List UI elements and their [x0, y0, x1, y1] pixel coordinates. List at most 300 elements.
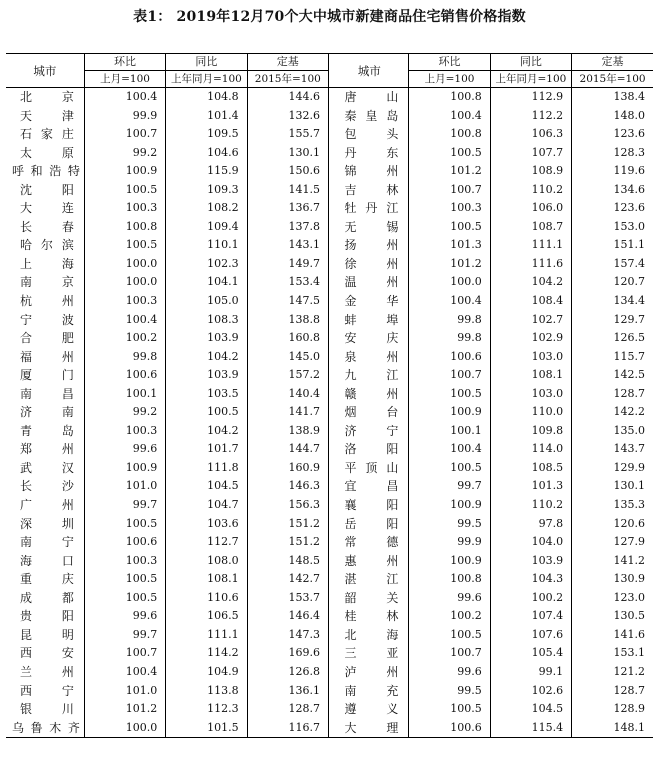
table-row	[6, 644, 653, 663]
left-city-cell: 厦 门	[20, 368, 74, 383]
table-row	[6, 348, 653, 367]
left-base-cell: 138.9	[247, 422, 328, 441]
right-mom-cell: 100.1	[409, 422, 490, 441]
left-city-cell: 沈 阳	[20, 182, 74, 197]
right-city-cell: 扬 州	[344, 238, 399, 253]
right-city-cell: 常 德	[344, 535, 399, 550]
right-city-cell: 韶 关	[344, 590, 399, 605]
left-yoy-cell: 104.6	[166, 144, 247, 163]
left-city-cell: 北 京	[20, 90, 74, 104]
left-base-cell: 136.1	[247, 682, 328, 701]
left-mom-cell: 99.6	[84, 607, 165, 626]
right-mom-cell: 100.0	[409, 273, 490, 292]
right-city-cell: 烟 台	[344, 405, 399, 420]
right-base-cell: 141.2	[572, 552, 653, 571]
left-city-cell: 南 宁	[20, 535, 74, 550]
right-mom-cell: 101.3	[409, 236, 490, 255]
right-base-cell: 130.1	[572, 477, 653, 496]
left-yoy-cell: 100.5	[166, 403, 247, 422]
left-yoy-cell: 105.0	[166, 292, 247, 311]
left-mom-cell: 100.7	[84, 644, 165, 663]
left-city-cell: 合 肥	[20, 331, 74, 346]
right-city-cell: 九 江	[344, 368, 399, 383]
left-base-cell: 146.4	[247, 607, 328, 626]
right-base-cell: 148.0	[572, 107, 653, 126]
left-yoy-cell: 104.7	[166, 496, 247, 515]
left-yoy-cell: 114.2	[166, 644, 247, 663]
base-subheader-left: 2015年=100	[247, 71, 328, 88]
city-header-left: 城市	[6, 54, 84, 88]
left-mom-cell: 100.3	[84, 292, 165, 311]
left-yoy-cell: 104.2	[166, 348, 247, 367]
right-mom-cell: 100.8	[409, 125, 490, 144]
right-mom-cell: 101.2	[409, 255, 490, 274]
left-city-cell: 贵 阳	[20, 609, 74, 624]
left-mom-cell: 100.5	[84, 570, 165, 589]
left-city-cell: 太 原	[20, 145, 74, 160]
right-base-cell: 142.2	[572, 403, 653, 422]
left-mom-cell: 99.6	[84, 440, 165, 459]
table-row	[6, 255, 653, 274]
right-mom-cell: 99.6	[409, 589, 490, 608]
right-city-cell: 襄 阳	[344, 498, 399, 513]
left-base-cell: 146.3	[247, 477, 328, 496]
left-mom-cell: 100.9	[84, 459, 165, 478]
right-base-cell: 121.2	[572, 663, 653, 682]
right-city-cell: 温 州	[344, 275, 399, 290]
right-mom-cell: 99.8	[409, 329, 490, 348]
left-mom-cell: 99.7	[84, 626, 165, 645]
right-base-cell: 157.4	[572, 255, 653, 274]
mom-header-right: 环比	[409, 54, 490, 71]
left-yoy-cell: 104.2	[166, 422, 247, 441]
left-mom-cell: 101.0	[84, 477, 165, 496]
table-row	[6, 385, 653, 404]
right-mom-cell: 100.4	[409, 292, 490, 311]
left-base-cell: 169.6	[247, 644, 328, 663]
right-yoy-cell: 112.2	[490, 107, 571, 126]
table-row	[6, 181, 653, 200]
price-index-table	[6, 53, 653, 738]
right-yoy-cell: 103.9	[490, 552, 571, 571]
table-row	[6, 496, 653, 515]
table-row	[6, 700, 653, 719]
left-yoy-cell: 109.5	[166, 125, 247, 144]
left-yoy-cell: 101.4	[166, 107, 247, 126]
right-city-cell: 泉 州	[344, 349, 399, 364]
left-city-cell: 兰 州	[20, 664, 74, 679]
left-city-cell: 长 春	[20, 219, 74, 234]
left-mom-cell: 100.5	[84, 589, 165, 608]
left-city-cell: 南 昌	[20, 386, 74, 401]
right-yoy-cell: 100.2	[490, 589, 571, 608]
table-row	[6, 403, 653, 422]
right-mom-cell: 100.2	[409, 607, 490, 626]
right-yoy-cell: 115.4	[490, 719, 571, 738]
left-yoy-cell: 108.1	[166, 570, 247, 589]
left-base-cell: 160.8	[247, 329, 328, 348]
right-city-cell: 安 庆	[344, 331, 399, 346]
left-city-cell: 大 连	[20, 201, 74, 216]
right-yoy-cell: 109.8	[490, 422, 571, 441]
right-yoy-cell: 107.6	[490, 626, 571, 645]
right-yoy-cell: 101.3	[490, 477, 571, 496]
left-yoy-cell: 110.1	[166, 236, 247, 255]
left-mom-cell: 100.7	[84, 125, 165, 144]
base-header-left: 定基	[247, 54, 328, 71]
right-yoy-cell: 104.3	[490, 570, 571, 589]
right-base-cell: 130.9	[572, 570, 653, 589]
left-mom-cell: 100.3	[84, 422, 165, 441]
table-row	[6, 440, 653, 459]
right-yoy-cell: 104.0	[490, 533, 571, 552]
left-city-cell: 海 口	[20, 553, 74, 568]
right-mom-cell: 100.7	[409, 366, 490, 385]
left-mom-cell: 100.4	[84, 311, 165, 330]
table-row	[6, 570, 653, 589]
right-mom-cell: 100.4	[409, 440, 490, 459]
left-base-cell: 137.8	[247, 218, 328, 237]
right-city-cell: 平顶山	[344, 460, 399, 475]
table-row	[6, 607, 653, 626]
right-base-cell: 128.3	[572, 144, 653, 163]
right-base-cell: 153.0	[572, 218, 653, 237]
city-header-right: 城市	[330, 54, 408, 88]
left-city-cell: 济 南	[20, 405, 74, 420]
right-city-cell: 丹 东	[344, 145, 399, 160]
left-mom-cell: 100.6	[84, 366, 165, 385]
left-base-cell: 144.7	[247, 440, 328, 459]
right-base-cell: 123.0	[572, 589, 653, 608]
left-yoy-cell: 109.4	[166, 218, 247, 237]
table-row	[6, 515, 653, 534]
left-mom-cell: 100.5	[84, 236, 165, 255]
right-yoy-cell: 107.7	[490, 144, 571, 163]
left-city-cell: 石家庄	[20, 127, 74, 142]
left-base-cell: 160.9	[247, 459, 328, 478]
right-base-cell: 128.9	[572, 700, 653, 719]
left-yoy-cell: 108.2	[166, 199, 247, 218]
left-city-cell: 福 州	[20, 349, 74, 364]
left-city-cell: 深 圳	[20, 516, 74, 531]
right-city-cell: 秦皇岛	[344, 108, 399, 123]
right-yoy-cell: 114.0	[490, 440, 571, 459]
left-base-cell: 142.7	[247, 570, 328, 589]
right-city-cell: 惠 州	[344, 553, 399, 568]
table-row	[6, 199, 653, 218]
right-yoy-cell: 110.2	[490, 181, 571, 200]
left-mom-cell: 99.8	[84, 348, 165, 367]
right-base-cell: 148.1	[572, 719, 653, 738]
left-mom-cell: 100.4	[84, 88, 165, 107]
left-city-cell: 长 沙	[20, 479, 74, 494]
right-mom-cell: 99.6	[409, 663, 490, 682]
left-mom-cell: 100.2	[84, 329, 165, 348]
right-yoy-cell: 108.4	[490, 292, 571, 311]
table-row	[6, 236, 653, 255]
table-row	[6, 88, 653, 107]
left-base-cell: 150.6	[247, 162, 328, 181]
right-base-cell: 135.3	[572, 496, 653, 515]
left-base-cell: 155.7	[247, 125, 328, 144]
left-city-cell: 乌鲁木齐	[6, 719, 84, 738]
left-yoy-cell: 104.9	[166, 663, 247, 682]
left-city-cell: 南 京	[20, 275, 74, 290]
base-subheader-right: 2015年=100	[572, 71, 653, 88]
right-base-cell: 141.6	[572, 626, 653, 645]
left-yoy-cell: 108.0	[166, 552, 247, 571]
right-base-cell: 123.6	[572, 125, 653, 144]
right-city-cell: 北 海	[344, 627, 399, 642]
right-mom-cell: 100.5	[409, 459, 490, 478]
left-base-cell: 145.0	[247, 348, 328, 367]
left-base-cell: 116.7	[247, 719, 328, 738]
yoy-subheader-right: 上年同月=100	[490, 71, 571, 88]
right-mom-cell: 100.5	[409, 700, 490, 719]
left-base-cell: 147.5	[247, 292, 328, 311]
left-yoy-cell: 103.5	[166, 385, 247, 404]
right-mom-cell: 100.9	[409, 496, 490, 515]
right-base-cell: 128.7	[572, 385, 653, 404]
table-row	[6, 329, 653, 348]
right-base-cell: 143.7	[572, 440, 653, 459]
right-yoy-cell: 102.7	[490, 311, 571, 330]
right-base-cell: 120.6	[572, 515, 653, 534]
right-yoy-cell: 112.9	[490, 88, 571, 107]
right-city-cell: 宜 昌	[344, 479, 399, 494]
right-base-cell: 127.9	[572, 533, 653, 552]
base-header-right: 定基	[572, 54, 653, 71]
left-city-cell: 西 安	[20, 646, 74, 661]
right-base-cell: 128.7	[572, 682, 653, 701]
left-base-cell: 130.1	[247, 144, 328, 163]
right-mom-cell: 100.5	[409, 144, 490, 163]
left-mom-cell: 99.7	[84, 496, 165, 515]
right-city-cell: 蚌 埠	[344, 312, 399, 327]
left-city-cell: 昆 明	[20, 627, 74, 642]
right-yoy-cell: 104.2	[490, 273, 571, 292]
table-title: 表1： 2019年12月70个大中城市新建商品住宅销售价格指数	[133, 9, 526, 25]
left-yoy-cell: 109.3	[166, 181, 247, 200]
right-yoy-cell: 102.6	[490, 682, 571, 701]
left-city-cell: 成 都	[20, 590, 74, 605]
right-base-cell: 120.7	[572, 273, 653, 292]
right-city-cell: 湛 江	[344, 572, 399, 587]
right-city-cell: 大 理	[330, 719, 408, 738]
left-mom-cell: 100.9	[84, 162, 165, 181]
mom-subheader-right: 上月=100	[409, 71, 490, 88]
right-mom-cell: 99.5	[409, 515, 490, 534]
left-yoy-cell: 104.8	[166, 88, 247, 107]
right-mom-cell: 99.5	[409, 682, 490, 701]
table-row	[6, 663, 653, 682]
table-row	[6, 107, 653, 126]
left-base-cell: 157.2	[247, 366, 328, 385]
left-base-cell: 151.2	[247, 533, 328, 552]
left-city-cell: 西 宁	[20, 683, 74, 698]
left-base-cell: 141.5	[247, 181, 328, 200]
right-city-cell: 锦 州	[344, 164, 399, 179]
left-yoy-cell: 104.5	[166, 477, 247, 496]
left-yoy-cell: 111.1	[166, 626, 247, 645]
left-mom-cell: 100.4	[84, 663, 165, 682]
left-mom-cell: 100.5	[84, 515, 165, 534]
right-yoy-cell: 108.1	[490, 366, 571, 385]
left-city-cell: 青 岛	[20, 423, 74, 438]
left-yoy-cell: 104.1	[166, 273, 247, 292]
left-city-cell: 哈尔滨	[20, 238, 74, 253]
right-mom-cell: 100.9	[409, 403, 490, 422]
left-city-cell: 呼和浩特	[12, 164, 80, 179]
right-base-cell: 151.1	[572, 236, 653, 255]
right-mom-cell: 100.7	[409, 644, 490, 663]
left-mom-cell: 100.3	[84, 552, 165, 571]
left-city-cell: 银 川	[20, 702, 74, 717]
left-yoy-cell: 108.3	[166, 311, 247, 330]
left-yoy-cell: 111.8	[166, 459, 247, 478]
right-mom-cell: 100.9	[409, 552, 490, 571]
right-yoy-cell: 108.9	[490, 162, 571, 181]
right-base-cell: 126.5	[572, 329, 653, 348]
right-yoy-cell: 108.7	[490, 218, 571, 237]
left-mom-cell: 100.0	[84, 719, 165, 738]
left-base-cell: 140.4	[247, 385, 328, 404]
right-city-cell: 赣 州	[344, 386, 399, 401]
mom-header-left: 环比	[84, 54, 165, 71]
table-row	[6, 162, 653, 181]
right-city-cell: 吉 林	[344, 182, 399, 197]
left-city-cell: 上 海	[20, 256, 74, 271]
left-base-cell: 149.7	[247, 255, 328, 274]
right-yoy-cell: 103.0	[490, 348, 571, 367]
left-mom-cell: 100.6	[84, 533, 165, 552]
left-base-cell: 144.6	[247, 88, 328, 107]
right-mom-cell: 99.7	[409, 477, 490, 496]
table-row	[6, 125, 653, 144]
right-mom-cell: 100.6	[409, 719, 490, 738]
right-mom-cell: 100.8	[409, 570, 490, 589]
table-row	[6, 292, 653, 311]
left-yoy-cell: 103.9	[166, 366, 247, 385]
right-city-cell: 洛 阳	[344, 442, 399, 457]
left-mom-cell: 100.5	[84, 181, 165, 200]
left-mom-cell: 100.3	[84, 199, 165, 218]
right-base-cell: 153.1	[572, 644, 653, 663]
left-base-cell: 151.2	[247, 515, 328, 534]
left-mom-cell: 100.1	[84, 385, 165, 404]
right-base-cell: 134.4	[572, 292, 653, 311]
right-city-cell: 金 华	[344, 294, 399, 309]
right-base-cell: 130.5	[572, 607, 653, 626]
right-mom-cell: 101.2	[409, 162, 490, 181]
table-row	[6, 589, 653, 608]
right-base-cell: 138.4	[572, 88, 653, 107]
table-row	[6, 533, 653, 552]
left-base-cell: 126.8	[247, 663, 328, 682]
left-base-cell: 128.7	[247, 700, 328, 719]
left-mom-cell: 100.8	[84, 218, 165, 237]
table-row	[6, 273, 653, 292]
left-city-cell: 广 州	[20, 498, 74, 513]
right-yoy-cell: 110.0	[490, 403, 571, 422]
left-yoy-cell: 112.3	[166, 700, 247, 719]
right-mom-cell: 99.9	[409, 533, 490, 552]
right-city-cell: 唐 山	[344, 90, 399, 104]
table-row	[6, 366, 653, 385]
table-row	[6, 144, 653, 163]
table-row	[6, 626, 653, 645]
table-row	[6, 477, 653, 496]
table-row	[6, 719, 653, 738]
table-row	[6, 218, 653, 237]
right-yoy-cell: 99.1	[490, 663, 571, 682]
left-yoy-cell: 101.5	[166, 719, 247, 738]
right-mom-cell: 100.8	[409, 88, 490, 107]
right-city-cell: 徐 州	[344, 256, 399, 271]
left-city-cell: 天 津	[20, 108, 74, 123]
left-base-cell: 148.5	[247, 552, 328, 571]
right-mom-cell: 99.8	[409, 311, 490, 330]
left-yoy-cell: 106.5	[166, 607, 247, 626]
left-base-cell: 138.8	[247, 311, 328, 330]
right-yoy-cell: 103.0	[490, 385, 571, 404]
left-base-cell: 136.7	[247, 199, 328, 218]
right-city-cell: 泸 州	[344, 664, 399, 679]
mom-subheader-left: 上月=100	[84, 71, 165, 88]
right-mom-cell: 100.5	[409, 218, 490, 237]
left-base-cell: 153.7	[247, 589, 328, 608]
yoy-subheader-left: 上年同月=100	[166, 71, 247, 88]
left-mom-cell: 101.0	[84, 682, 165, 701]
right-base-cell: 115.7	[572, 348, 653, 367]
left-city-cell: 宁 波	[20, 312, 74, 327]
table-row	[6, 459, 653, 478]
right-yoy-cell: 102.9	[490, 329, 571, 348]
left-mom-cell: 100.0	[84, 273, 165, 292]
left-yoy-cell: 103.9	[166, 329, 247, 348]
left-base-cell: 132.6	[247, 107, 328, 126]
right-city-cell: 包 头	[344, 127, 399, 142]
yoy-header-right: 同比	[490, 54, 571, 71]
right-yoy-cell: 104.5	[490, 700, 571, 719]
right-mom-cell: 100.6	[409, 348, 490, 367]
right-yoy-cell: 97.8	[490, 515, 571, 534]
left-yoy-cell: 113.8	[166, 682, 247, 701]
right-city-cell: 桂 林	[344, 609, 399, 624]
left-mom-cell: 99.2	[84, 403, 165, 422]
left-yoy-cell: 115.9	[166, 162, 247, 181]
right-city-cell: 无 锡	[344, 219, 399, 234]
left-mom-cell: 99.2	[84, 144, 165, 163]
left-city-cell: 杭 州	[20, 294, 74, 309]
right-mom-cell: 100.4	[409, 107, 490, 126]
right-yoy-cell: 111.6	[490, 255, 571, 274]
right-yoy-cell: 106.3	[490, 125, 571, 144]
right-base-cell: 134.6	[572, 181, 653, 200]
right-base-cell: 135.0	[572, 422, 653, 441]
table-row	[6, 682, 653, 701]
right-city-cell: 岳 阳	[344, 516, 399, 531]
left-base-cell: 156.3	[247, 496, 328, 515]
left-mom-cell: 100.0	[84, 255, 165, 274]
right-mom-cell: 100.5	[409, 626, 490, 645]
left-base-cell: 143.1	[247, 236, 328, 255]
right-yoy-cell: 110.2	[490, 496, 571, 515]
left-mom-cell: 99.9	[84, 107, 165, 126]
right-city-cell: 牡丹江	[344, 201, 399, 216]
left-city-cell: 郑 州	[20, 442, 74, 457]
right-mom-cell: 100.7	[409, 181, 490, 200]
